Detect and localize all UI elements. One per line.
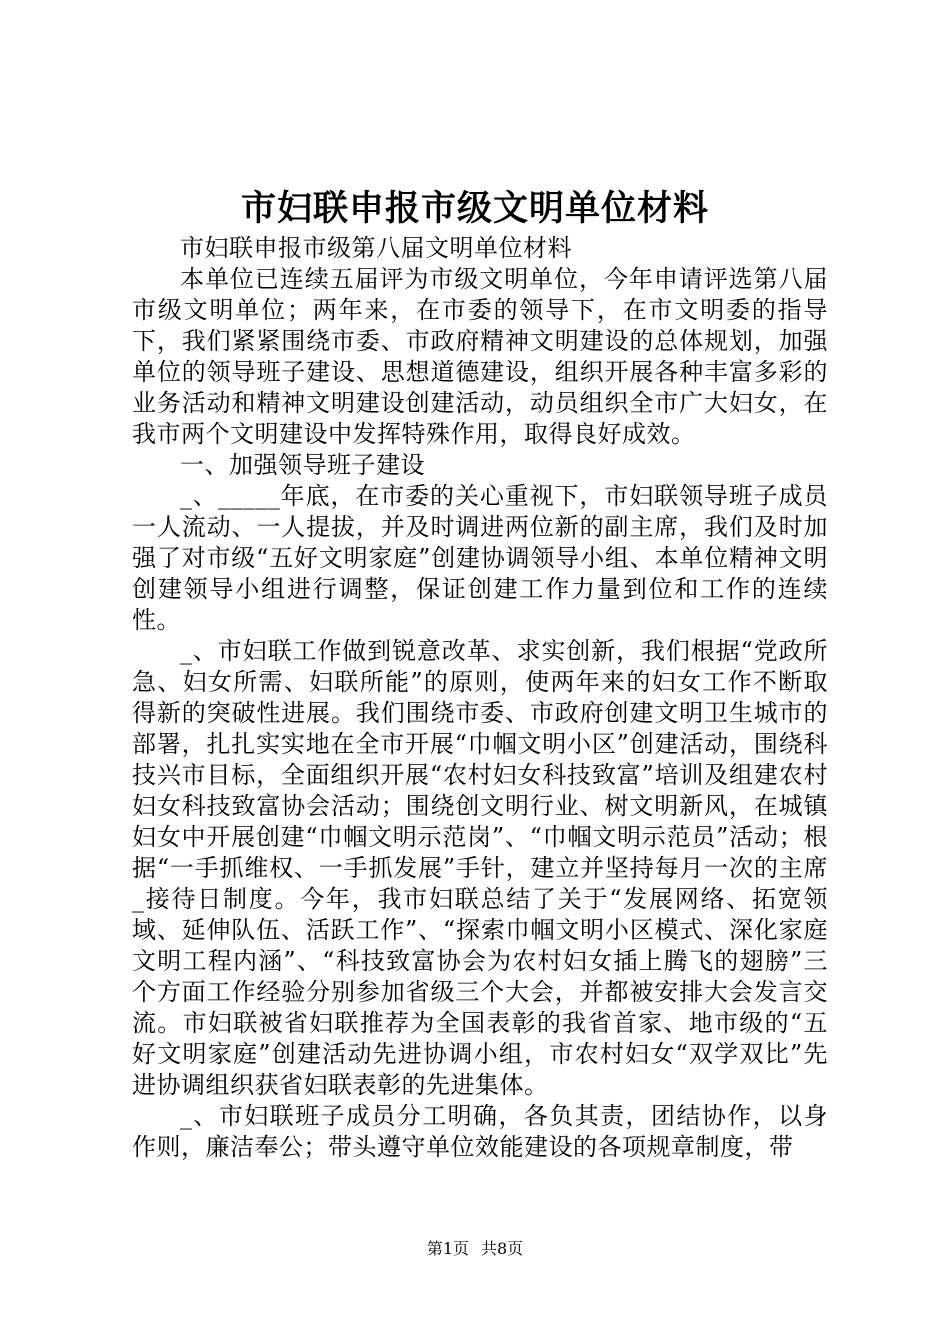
body-paragraph: _、市妇联班子成员分工明确，各负其责，团结协作，以身作则，廉洁奉公；带头遵守单位效能建设的各项规章制度，带 — [132, 1102, 828, 1161]
intro-paragraph: 本单位已连续五届评为市级文明单位，今年申请评选第八届市级文明单位；两年来，在市委的领导下，在市文明委的指导下，我们紧紧围绕市委、市政府精神文明建设的总体规划，加强单位的领导班子建设、思想道德建设，组织开展各种丰富多彩的业务活动和精神文明建设创建活动，动员组织全市广大妇女，在我市两个文明建设中发挥特殊作用，取得良好成效。 — [132, 265, 828, 448]
body-paragraph: _、市妇联工作做到锐意改革、求实创新，我们根据“党政所急、妇女所需、妇联所能”的原则，使两年来的妇女工作不断取得新的突破性进展。我们围绕市委、市政府创建文明卫生城市的部署，扎扎实实地在全市开展“巾帼文明小区”创建活动，围绕科技兴市目标，全面组织开展“农村妇女科技致富”培训及组建农村妇女科技致富协会活动；围绕创文明行业、树文明新风，在城镇妇女中开展创建“巾帼文明示范岗”、“巾帼文明示范员”活动；根据“一手抓维权、一手抓发展”手针，建立并坚持每月一次的主席_接待日制度。今年，我市妇联总结了关于“发展网络、拓宽领域、延伸队伍、活跃工作”、“探索巾帼文明小区模式、深化家庭文明工程内涵”、“科技致富协会为农村妇女插上腾飞的翅膀”三个方面工作经验分别参加省级三个大会，并都被安排大会发言交流。市妇联被省妇联推荐为全国表彰的我省首家、地市级的“五好文明家庭”创建活动先进协调小组，市农村妇女“双学双比”先进协调组织获省妇联表彰的先进集体。 — [132, 637, 828, 1099]
page-total: 共8页 — [481, 1239, 524, 1258]
document-title: 市妇联申报市级文明单位材料 — [240, 188, 709, 229]
section-heading: 一、加强领导班子建设 — [180, 451, 425, 479]
page-footer — [0, 1238, 950, 1260]
subtitle-paragraph: 市妇联申报市级第八届文明单位材料 — [180, 234, 572, 262]
document-body — [132, 233, 828, 1163]
body-paragraph: _、_____年底，在市委的关心重视下，市妇联领导班子成员一人流动、一人提拔，并及时调进两位新的副主席，我们及时加强了对市级“五好文明家庭”创建协调领导小组、本单位精神文明创建领导小组进行调整，保证创建工作力量到位和工作的连续性。 — [132, 482, 828, 634]
page-number: 第1页 — [426, 1239, 469, 1258]
